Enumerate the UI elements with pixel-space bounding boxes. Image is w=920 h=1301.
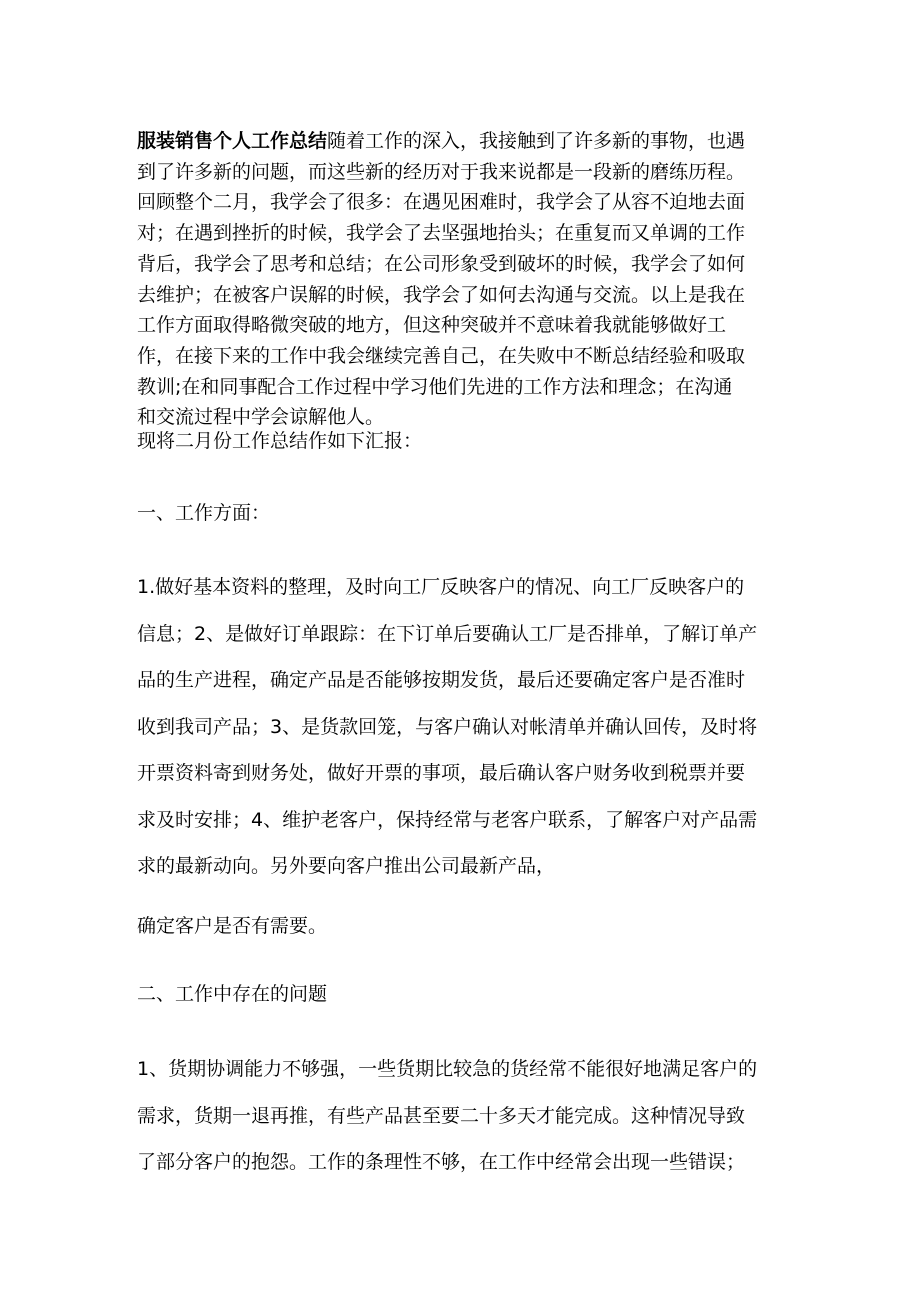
intro-line: 教训;在和同事配合工作过程中学习他们先进的工作方法和理念；在沟通	[137, 375, 733, 398]
document-title: 服装销售个人工作总结	[137, 130, 328, 152]
section1-line: 信息；2、是做好订单跟踪：在下订单后要确认工厂是否排单，了解订单产	[137, 622, 758, 645]
section2-paragraph	[137, 1046, 787, 1186]
intro-paragraph	[137, 126, 787, 433]
section2-line: 1、货期协调能力不够强，一些货期比较急的货经常不能很好地满足客户的	[137, 1058, 758, 1080]
section1-line: 求的最新动向。另外要向客户推出公司最新产品，	[137, 855, 556, 877]
intro-line: 背后，我学会了思考和总结；在公司形象受到破坏的时候，我学会了如何	[137, 252, 746, 275]
section1-heading: 一、工作方面：	[137, 502, 271, 524]
section1-line: 求及时安排；4、维护老客户，保持经常与老客户联系，了解客户对产品需	[137, 808, 758, 831]
intro-line: 到了许多新的问题，而这些新的经历对于我来说都是一段新的磨练历程。	[137, 160, 746, 183]
intro-line: 工作方面取得略微突破的地方，但这种突破并不意味着我就能够做好工	[137, 314, 727, 337]
intro-line: 对；在遇到挫折的时候，我学会了去坚强地抬头；在重复而又单调的工作	[137, 222, 746, 245]
intro-line: 随着工作的深入，我接触到了许多新的事物，也遇	[327, 130, 746, 152]
section1-closing: 确定客户是否有需要。	[137, 915, 328, 937]
section2-line: 需求，货期一退再推，有些产品甚至要二十多天才能完成。这种情况导致	[137, 1104, 746, 1127]
intro-line: 和交流过程中学会谅解他人。	[137, 406, 385, 429]
section1-line: 1.做好基本资料的整理，及时向工厂反映客户的情况、向工厂反映客户的	[137, 576, 745, 598]
intro-line: 去维护；在被客户误解的时候，我学会了如何去沟通与交流。以上是我在	[137, 283, 746, 306]
section1-line: 品的生产进程，确定产品是否能够按期发货，最后还要确定客户是否准时	[137, 669, 746, 691]
intro-first-line	[137, 126, 787, 157]
report-intro: 现将二月份工作总结作如下汇报：	[137, 430, 423, 452]
section2-heading: 二、工作中存在的问题	[137, 983, 328, 1005]
section1-paragraph	[137, 564, 787, 890]
section1-line: 开票资料寄到财务处，做好开票的事项，最后确认客户财务收到税票并要	[137, 762, 746, 784]
intro-line: 回顾整个二月，我学会了很多：在遇见困难时，我学会了从容不迫地去面	[137, 191, 746, 214]
section1-line: 收到我司产品；3、是货款回笼，与客户确认对帐清单并确认回传，及时将	[137, 715, 758, 738]
section2-line: 了部分客户的抱怨。工作的条理性不够，在工作中经常会出现一些错误；	[137, 1151, 746, 1173]
intro-line: 作，在接下来的工作中我会继续完善自己，在失败中不断总结经验和吸取	[137, 344, 746, 367]
